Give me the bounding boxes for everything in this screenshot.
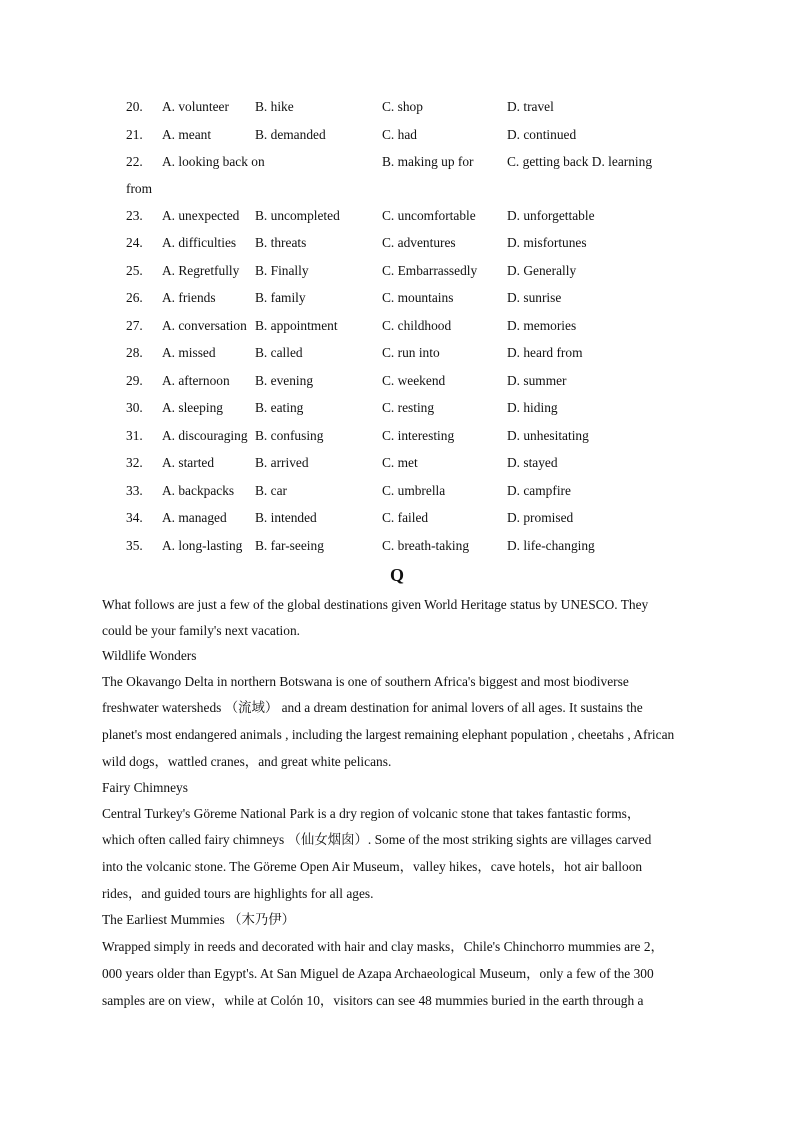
option-a: A. managed [162,510,227,525]
question-number: 31. [126,427,143,443]
paragraph-line: which often called fairy chimneys （仙女烟囱）. Some of the most striking sights are villages carved [102,832,652,847]
section-title: Q [389,565,404,585]
option-b-shifted: B. making up for [382,154,474,169]
question-row-30 [126,394,706,422]
option-d: D. misfortunes [507,235,587,250]
question-row-22 [126,148,706,176]
paragraph-line: 000 years older than Egypt's. At San Miguel de Azapa Archaeological Museum，only a few of the 300 [102,966,654,981]
option-b: B. demanded [255,126,326,142]
option-c: C. adventures [382,235,456,250]
option-d: D. Generally [507,262,577,278]
option-b: B. called [255,345,303,360]
option-a: A. volunteer [162,99,229,114]
question-row-21 [126,121,706,149]
question-number: 23. [126,207,143,223]
option-c: C. weekend [382,372,446,388]
option-a: A. discouraging [162,427,248,443]
question-number: 30. [126,400,143,415]
option-d: D. summer [507,372,567,388]
option-b: B. arrived [255,455,309,470]
option-b: B. threats [255,235,307,250]
option-a: A. sleeping [162,400,223,415]
option-c: C. umbrella [382,482,446,498]
option-b: B. appointment [255,317,338,333]
question-row-25 [126,257,706,285]
option-c: C. childhood [382,317,452,333]
option-a: A. started [162,455,215,470]
option-b: B. Finally [255,262,309,278]
option-d: D. memories [507,317,577,333]
question-number: 25. [126,262,143,278]
question-row-20 [126,93,706,121]
reading-passage [102,591,702,1014]
option-b: B. intended [255,510,317,525]
option-c: C. Embarrassedly [382,262,478,278]
option-d: D. continued [507,126,577,142]
option-d: D. promised [507,510,574,525]
question-row-33 [126,477,706,505]
paragraph-line: Central Turkey's Göreme National Park is a dry region of volcanic stone that takes fantastic forms， [102,806,641,821]
option-b: B. car [255,482,287,498]
option-c: C. resting [382,400,435,415]
paragraph-line: Wrapped simply in reeds and decorated with hair and clay masks，Chile's Chinchorro mummies are 2， [102,939,664,954]
question-number: 34. [126,510,143,525]
option-d: D. life-changing [507,537,595,553]
option-b: B. far-seeing [255,537,324,553]
paragraph-line: rides，and guided tours are highlights for all ages. [102,886,374,901]
question-number: 22. [126,154,143,169]
wrapped-text: from [126,180,153,196]
question-list [126,93,706,559]
option-c: C. met [382,455,418,470]
option-a: A. looking back on [162,154,265,169]
question-row-31 [126,422,706,450]
option-c: C. mountains [382,290,454,305]
option-d: D. unhesitating [507,427,589,443]
paragraph-line: planet's most endangered animals , including the largest remaining elephant population , cheetahs , African [102,727,675,742]
option-d: D. sunrise [507,290,562,305]
question-number: 21. [126,126,143,142]
question-22-wrap [126,176,706,202]
option-a: A. long-lasting [162,537,243,553]
option-d: D. campfire [507,482,571,498]
question-number: 27. [126,317,143,333]
option-b: B. confusing [255,427,324,443]
intro-line: could be your family's next vacation. [102,623,301,638]
question-row-28 [126,339,706,367]
option-b: B. evening [255,372,314,388]
option-c: C. uncomfortable [382,207,476,223]
question-row-27 [126,312,706,340]
option-b: B. hike [255,99,294,114]
question-row-24 [126,229,706,257]
option-c: C. failed [382,510,429,525]
option-a: A. conversation [162,317,247,333]
option-a: A. afternoon [162,372,230,388]
option-d: D. unforgettable [507,207,595,223]
option-c: C. interesting [382,427,455,443]
option-a: A. missed [162,345,216,360]
option-a: A. meant [162,126,212,142]
question-number: 28. [126,345,143,360]
option-b: B. uncompleted [255,207,340,223]
option-d: D. heard from [507,345,583,360]
option-c: C. shop [382,99,423,114]
question-number: 29. [126,372,143,388]
option-d: D. stayed [507,455,558,470]
question-number: 33. [126,482,143,498]
option-b: B. eating [255,400,304,415]
question-number: 26. [126,290,143,305]
option-c: C. run into [382,345,440,360]
question-row-35 [126,532,706,560]
question-number: 20. [126,99,143,114]
option-a: A. difficulties [162,235,237,250]
option-c-d-shifted: C. getting back D. learning [507,154,653,169]
question-row-26 [126,284,706,312]
question-row-23 [126,202,706,230]
option-d: D. travel [507,99,554,114]
option-c: C. had [382,126,417,142]
paragraph-line: wild dogs，wattled cranes，and great white pelicans. [102,754,392,769]
question-number: 32. [126,455,143,470]
subheading-fairy-chimneys: Fairy Chimneys [102,780,188,795]
question-row-34 [126,504,706,532]
option-a: A. unexpected [162,207,240,223]
option-a: A. backpacks [162,482,235,498]
paragraph-line: samples are on view，while at Colón 10，visitors can see 48 mummies buried in the earth through a [102,993,644,1008]
option-a: A. Regretfully [162,262,240,278]
question-number: 35. [126,537,143,553]
option-b: B. family [255,290,306,305]
question-row-29 [126,367,706,395]
paragraph-line: into the volcanic stone. The Göreme Open Air Museum，valley hikes，cave hotels，hot air balloon [102,859,643,874]
question-row-32 [126,449,706,477]
paragraph-line: freshwater watersheds （流域） and a dream destination for animal lovers of all ages. It sustains the [102,700,643,715]
question-number: 24. [126,235,143,250]
subheading-wildlife-wonders: Wildlife Wonders [102,648,197,663]
subheading-earliest-mummies: The Earliest Mummies （木乃伊） [102,912,296,927]
option-d: D. hiding [507,400,558,415]
option-c: C. breath-taking [382,537,470,553]
intro-line: What follows are just a few of the global destinations given World Heritage status by UNESCO. They [102,597,649,612]
paragraph-line: The Okavango Delta in northern Botswana is one of southern Africa's biggest and most biodiverse [102,674,629,689]
option-a: A. friends [162,290,216,305]
